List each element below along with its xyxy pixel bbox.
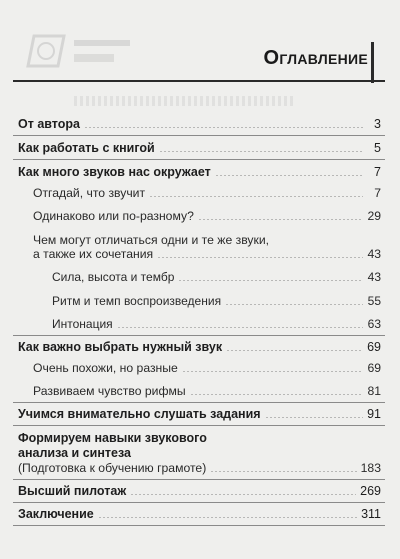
toc-entry-page: 5 [374,141,381,155]
toc-entry-title: Отгадай, что звучит [33,186,146,200]
toc-entry-page: 183 [360,461,381,475]
separator [13,502,385,503]
toc-entry[interactable] [33,361,381,375]
leader-dots [178,280,363,281]
toc-entry-title: Очень похожи, но разные [33,361,178,375]
toc-entry[interactable] [18,117,381,131]
toc-entry-page: 7 [374,186,381,200]
toc-entry-title: а также их сочетания [33,247,154,261]
separator [13,425,385,426]
toc-entry[interactable] [33,186,381,200]
toc-entry[interactable] [33,384,381,398]
separator [13,402,385,403]
toc-entry[interactable] [18,141,381,155]
toc-entry-page: 55 [367,294,381,308]
toc-entry-title: Высший пилотаж [18,484,127,498]
leader-dots [265,417,363,418]
leader-dots [190,394,363,395]
toc-entry-page: 43 [367,270,381,284]
toc-entry-page: 69 [367,361,381,375]
separator [13,479,385,480]
toc-entry[interactable] [18,340,381,354]
leader-dots [159,151,363,152]
toc-entry[interactable] [18,507,381,521]
toc-entry-page: 63 [367,317,381,331]
toc-entry[interactable] [52,270,381,284]
leader-dots [149,196,363,197]
leader-dots [215,175,363,176]
toc-entry[interactable] [33,247,381,261]
leader-dots [225,304,363,305]
leader-dots [198,219,363,220]
toc-entry-title: Заключение [18,507,94,521]
toc-entry-page: 311 [361,507,381,521]
leader-dots [210,471,356,472]
toc-entry-title: Как важно выбрать нужный звук [18,340,223,354]
toc-entry-page: 69 [367,340,381,354]
toc-entry[interactable] [52,317,381,331]
toc-entry[interactable] [18,461,381,475]
toc-entry-page: 43 [367,247,381,261]
toc-entry-page: 3 [374,117,381,131]
separator [13,525,385,526]
toc-entry-page: 7 [374,165,381,179]
toc-entry-title: (Подготовка к обучению грамоте) [18,461,207,475]
toc-entry-title-line1: Чем могут отличаться одни и те же звуки, [33,233,270,247]
toc-entry-title: Ритм и темп воспроизведения [52,294,222,308]
toc-entry-page: 269 [360,484,381,498]
toc-entry[interactable] [18,165,381,179]
leader-dots [117,327,363,328]
toc-entry-page: 81 [367,384,381,398]
toc-entry-title-line2: анализа и синтеза [18,446,131,460]
separator [13,135,385,136]
toc-entry[interactable] [52,294,381,308]
toc-entry-title: Учимся внимательно слушать задания [18,407,261,421]
page-title: Оглавление [263,47,368,69]
toc-entry-title: Одинаково или по-разному? [33,209,194,223]
toc-entry-title: Интонация [52,317,113,331]
toc-entry-title: От автора [18,117,80,131]
toc-entry-title: Как работать с книгой [18,141,155,155]
separator [13,159,385,160]
toc-entry[interactable] [18,407,381,421]
leader-dots [130,494,356,495]
toc-entry-page: 29 [367,209,381,223]
leader-dots [226,350,363,351]
toc-entry[interactable] [33,209,381,223]
leader-dots [157,257,363,258]
leader-dots [182,371,363,372]
toc-entry[interactable] [18,484,381,498]
toc-entry-title-line1: Формируем навыки звукового [18,431,207,445]
toc-entry-title: Сила, высота и тембр [52,270,175,284]
toc-entry-title: Как много звуков нас окружает [18,165,211,179]
toc-entry-page: 91 [367,407,381,421]
toc-entry-title: Развиваем чувство рифмы [33,384,186,398]
leader-dots [84,127,363,128]
separator [13,335,385,336]
leader-dots [98,517,357,518]
